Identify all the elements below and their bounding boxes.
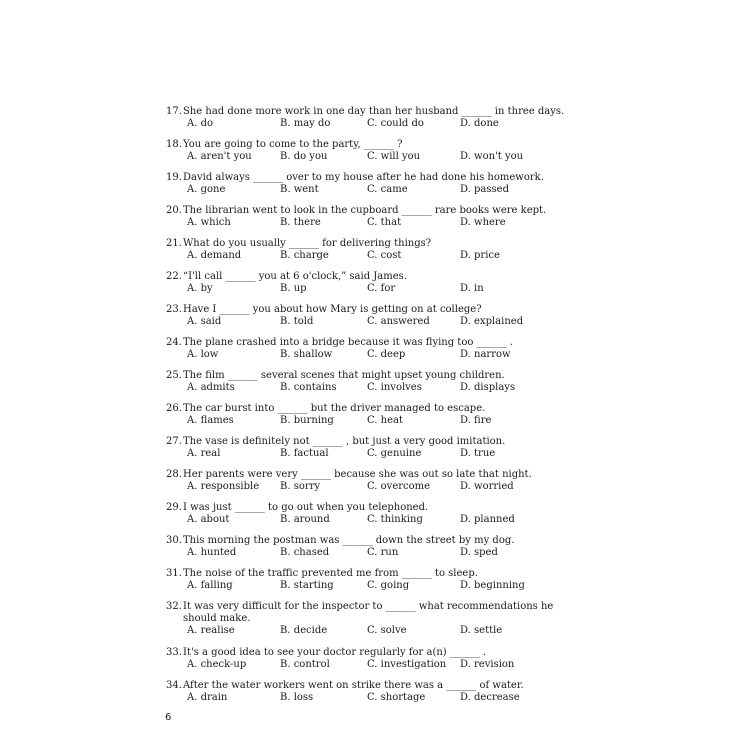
answer-option-c: C. run xyxy=(367,547,399,558)
answer-option-b: B. loss xyxy=(280,692,314,703)
question-stem xyxy=(166,238,586,250)
question-number: 31. xyxy=(166,568,182,579)
answer-options xyxy=(166,283,586,296)
answer-option-c: C. investigation xyxy=(367,659,447,670)
answer-option-a: A. said xyxy=(187,316,222,327)
answer-option-d: D. passed xyxy=(460,184,509,195)
question-number: 21. xyxy=(166,238,182,249)
answer-option-b: B. chased xyxy=(280,547,330,558)
answer-option-a: A. demand xyxy=(187,250,242,261)
answer-option-b: B. around xyxy=(280,514,330,525)
answer-option-a: A. gone xyxy=(187,184,226,195)
answer-option-d: D. decrease xyxy=(460,692,520,703)
question-stem xyxy=(166,436,586,448)
answer-option-a: A. low xyxy=(187,349,219,360)
answer-options xyxy=(166,184,586,197)
answer-option-a: A. about xyxy=(187,514,230,525)
answer-option-b: B. told xyxy=(280,316,314,327)
answer-option-d: D. settle xyxy=(460,625,503,636)
question-number: 25. xyxy=(166,370,182,381)
question-item xyxy=(166,205,586,230)
answer-option-a: A. realise xyxy=(187,625,235,636)
answer-option-d: D. sped xyxy=(460,547,498,558)
question-item xyxy=(166,436,586,461)
question-stem xyxy=(166,403,586,415)
answer-option-a: A. drain xyxy=(187,692,228,703)
question-stem xyxy=(166,304,586,316)
question-number: 19. xyxy=(166,172,182,183)
answer-option-d: D. displays xyxy=(460,382,516,393)
answer-option-b: B. decide xyxy=(280,625,328,636)
answer-options xyxy=(166,659,586,672)
answer-option-b: B. factual xyxy=(280,448,329,459)
question-item xyxy=(166,304,586,329)
question-number: 30. xyxy=(166,535,182,546)
answer-option-a: A. check-up xyxy=(187,659,247,670)
answer-option-a: A. aren't you xyxy=(187,151,252,162)
question-text: The librarian went to look in the cupboard ______ rare books were kept. xyxy=(183,205,547,216)
answer-options xyxy=(166,547,586,560)
answer-option-b: B. starting xyxy=(280,580,334,591)
answer-option-c: C. overcome xyxy=(367,481,431,492)
question-text: The vase is definitely not ______ , but just a very good imitation. xyxy=(183,436,506,447)
answer-option-a: A. falling xyxy=(187,580,233,591)
question-number: 23. xyxy=(166,304,182,315)
answer-option-a: A. responsible xyxy=(187,481,260,492)
question-item xyxy=(166,139,586,164)
answer-option-d: D. won't you xyxy=(460,151,524,162)
question-text: It's a good idea to see your doctor regularly for a(n) ______ . xyxy=(183,647,487,658)
question-text: You are going to come to the party, ______ ? xyxy=(183,139,403,150)
answer-option-b: B. sorry xyxy=(280,481,321,492)
question-stem xyxy=(166,271,586,283)
answer-option-d: D. fire xyxy=(460,415,492,426)
question-item xyxy=(166,106,586,131)
answer-options xyxy=(166,481,586,494)
question-stem xyxy=(166,647,586,659)
answer-option-b: B. do you xyxy=(280,151,328,162)
answer-options xyxy=(166,151,586,164)
answer-option-a: A. hunted xyxy=(187,547,237,558)
answer-options xyxy=(166,250,586,263)
question-number: 32. xyxy=(166,601,182,612)
answer-option-b: B. went xyxy=(280,184,319,195)
question-number: 22. xyxy=(166,271,182,282)
question-item xyxy=(166,238,586,263)
question-text: The noise of the traffic prevented me from ______ to sleep. xyxy=(183,568,478,579)
question-stem xyxy=(166,680,586,692)
question-stem xyxy=(166,106,586,118)
answer-options xyxy=(166,349,586,362)
question-item xyxy=(166,172,586,197)
answer-option-d: D. planned xyxy=(460,514,515,525)
question-text: The plane crashed into a bridge because it was flying too ______ . xyxy=(183,337,513,348)
answer-option-d: D. where xyxy=(460,217,506,228)
question-item xyxy=(166,601,586,638)
answer-option-a: A. admits xyxy=(187,382,235,393)
answer-option-d: D. in xyxy=(460,283,484,294)
question-number: 26. xyxy=(166,403,182,414)
answer-options xyxy=(166,316,586,329)
answer-options xyxy=(166,118,586,131)
answer-option-c: C. solve xyxy=(367,625,407,636)
question-text: It was very difficult for the inspector to ______ what recommendations he xyxy=(183,601,554,612)
answer-option-b: B. there xyxy=(280,217,321,228)
answer-option-a: A. flames xyxy=(187,415,234,426)
answer-option-c: C. that xyxy=(367,217,402,228)
question-text: The film ______ several scenes that might upset young children. xyxy=(183,370,505,381)
question-stem xyxy=(166,601,586,613)
question-stem xyxy=(166,535,586,547)
answer-option-c: C. involves xyxy=(367,382,422,393)
question-number: 34. xyxy=(166,680,182,691)
answer-option-b: B. shallow xyxy=(280,349,333,360)
answer-option-a: A. real xyxy=(187,448,221,459)
answer-options xyxy=(166,580,586,593)
question-item xyxy=(166,647,586,672)
answer-options xyxy=(166,692,586,705)
answer-option-c: C. deep xyxy=(367,349,406,360)
answer-options xyxy=(166,625,586,638)
answer-options xyxy=(166,217,586,230)
question-number: 18. xyxy=(166,139,182,150)
question-text: This morning the postman was ______ down the street by my dog. xyxy=(183,535,515,546)
page-number: 6 xyxy=(165,712,172,723)
question-stem xyxy=(166,205,586,217)
question-text-continued: should make. xyxy=(183,613,251,624)
question-text: “I'll call ______ you at 6 o'clock,” said James. xyxy=(183,271,407,282)
answer-option-d: D. beginning xyxy=(460,580,525,591)
answer-option-c: C. answered xyxy=(367,316,430,327)
question-item xyxy=(166,469,586,494)
answer-option-d: D. revision xyxy=(460,659,515,670)
question-number: 27. xyxy=(166,436,182,447)
question-item xyxy=(166,568,586,593)
question-text: She had done more work in one day than her husband ______ in three days. xyxy=(183,106,565,117)
answer-option-c: C. thinking xyxy=(367,514,423,525)
answer-option-c: C. came xyxy=(367,184,408,195)
answer-option-a: A. which xyxy=(187,217,231,228)
answer-option-c: C. will you xyxy=(367,151,421,162)
question-text: What do you usually ______ for delivering things? xyxy=(183,238,432,249)
answer-option-c: C. cost xyxy=(367,250,402,261)
answer-option-b: B. contains xyxy=(280,382,337,393)
question-text: David always ______ over to my house after he had done his homework. xyxy=(183,172,544,183)
answer-option-a: A. by xyxy=(187,283,213,294)
answer-option-d: D. done xyxy=(460,118,499,129)
question-number: 28. xyxy=(166,469,182,480)
question-text: The car burst into ______ but the driver managed to escape. xyxy=(183,403,486,414)
question-stem xyxy=(166,502,586,514)
answer-option-d: D. explained xyxy=(460,316,524,327)
question-number: 17. xyxy=(166,106,182,117)
answer-options xyxy=(166,415,586,428)
answer-option-b: B. charge xyxy=(280,250,329,261)
answer-option-b: B. burning xyxy=(280,415,334,426)
question-item xyxy=(166,370,586,395)
question-item xyxy=(166,271,586,296)
question-text: After the water workers went on strike there was a ______ of water. xyxy=(183,680,524,691)
answer-option-b: B. control xyxy=(280,659,330,670)
answer-option-c: C. could do xyxy=(367,118,424,129)
question-item xyxy=(166,680,586,705)
question-stem xyxy=(166,568,586,580)
answer-option-a: A. do xyxy=(187,118,214,129)
answer-options xyxy=(166,448,586,461)
question-text: Have I ______ you about how Mary is getting on at college? xyxy=(183,304,482,315)
question-item xyxy=(166,337,586,362)
answer-option-d: D. narrow xyxy=(460,349,511,360)
question-stem xyxy=(166,469,586,481)
answer-options xyxy=(166,514,586,527)
question-stem xyxy=(166,172,586,184)
question-stem xyxy=(166,370,586,382)
question-number: 29. xyxy=(166,502,182,513)
question-item xyxy=(166,502,586,527)
answer-option-c: C. shortage xyxy=(367,692,426,703)
answer-option-c: C. genuine xyxy=(367,448,422,459)
question-number: 24. xyxy=(166,337,182,348)
question-text: I was just ______ to go out when you telephoned. xyxy=(183,502,429,513)
question-item xyxy=(166,403,586,428)
answer-option-c: C. going xyxy=(367,580,410,591)
question-number: 33. xyxy=(166,647,182,658)
question-stem xyxy=(166,337,586,349)
answer-option-d: D. price xyxy=(460,250,500,261)
answer-option-b: B. up xyxy=(280,283,307,294)
answer-option-b: B. may do xyxy=(280,118,331,129)
question-number: 20. xyxy=(166,205,182,216)
answer-options xyxy=(166,382,586,395)
answer-option-d: D. true xyxy=(460,448,496,459)
answer-option-d: D. worried xyxy=(460,481,514,492)
question-text: Her parents were very ______ because she was out so late that night. xyxy=(183,469,532,480)
question-item xyxy=(166,535,586,560)
answer-option-c: C. for xyxy=(367,283,396,294)
answer-option-c: C. heat xyxy=(367,415,403,426)
question-stem xyxy=(166,139,586,151)
